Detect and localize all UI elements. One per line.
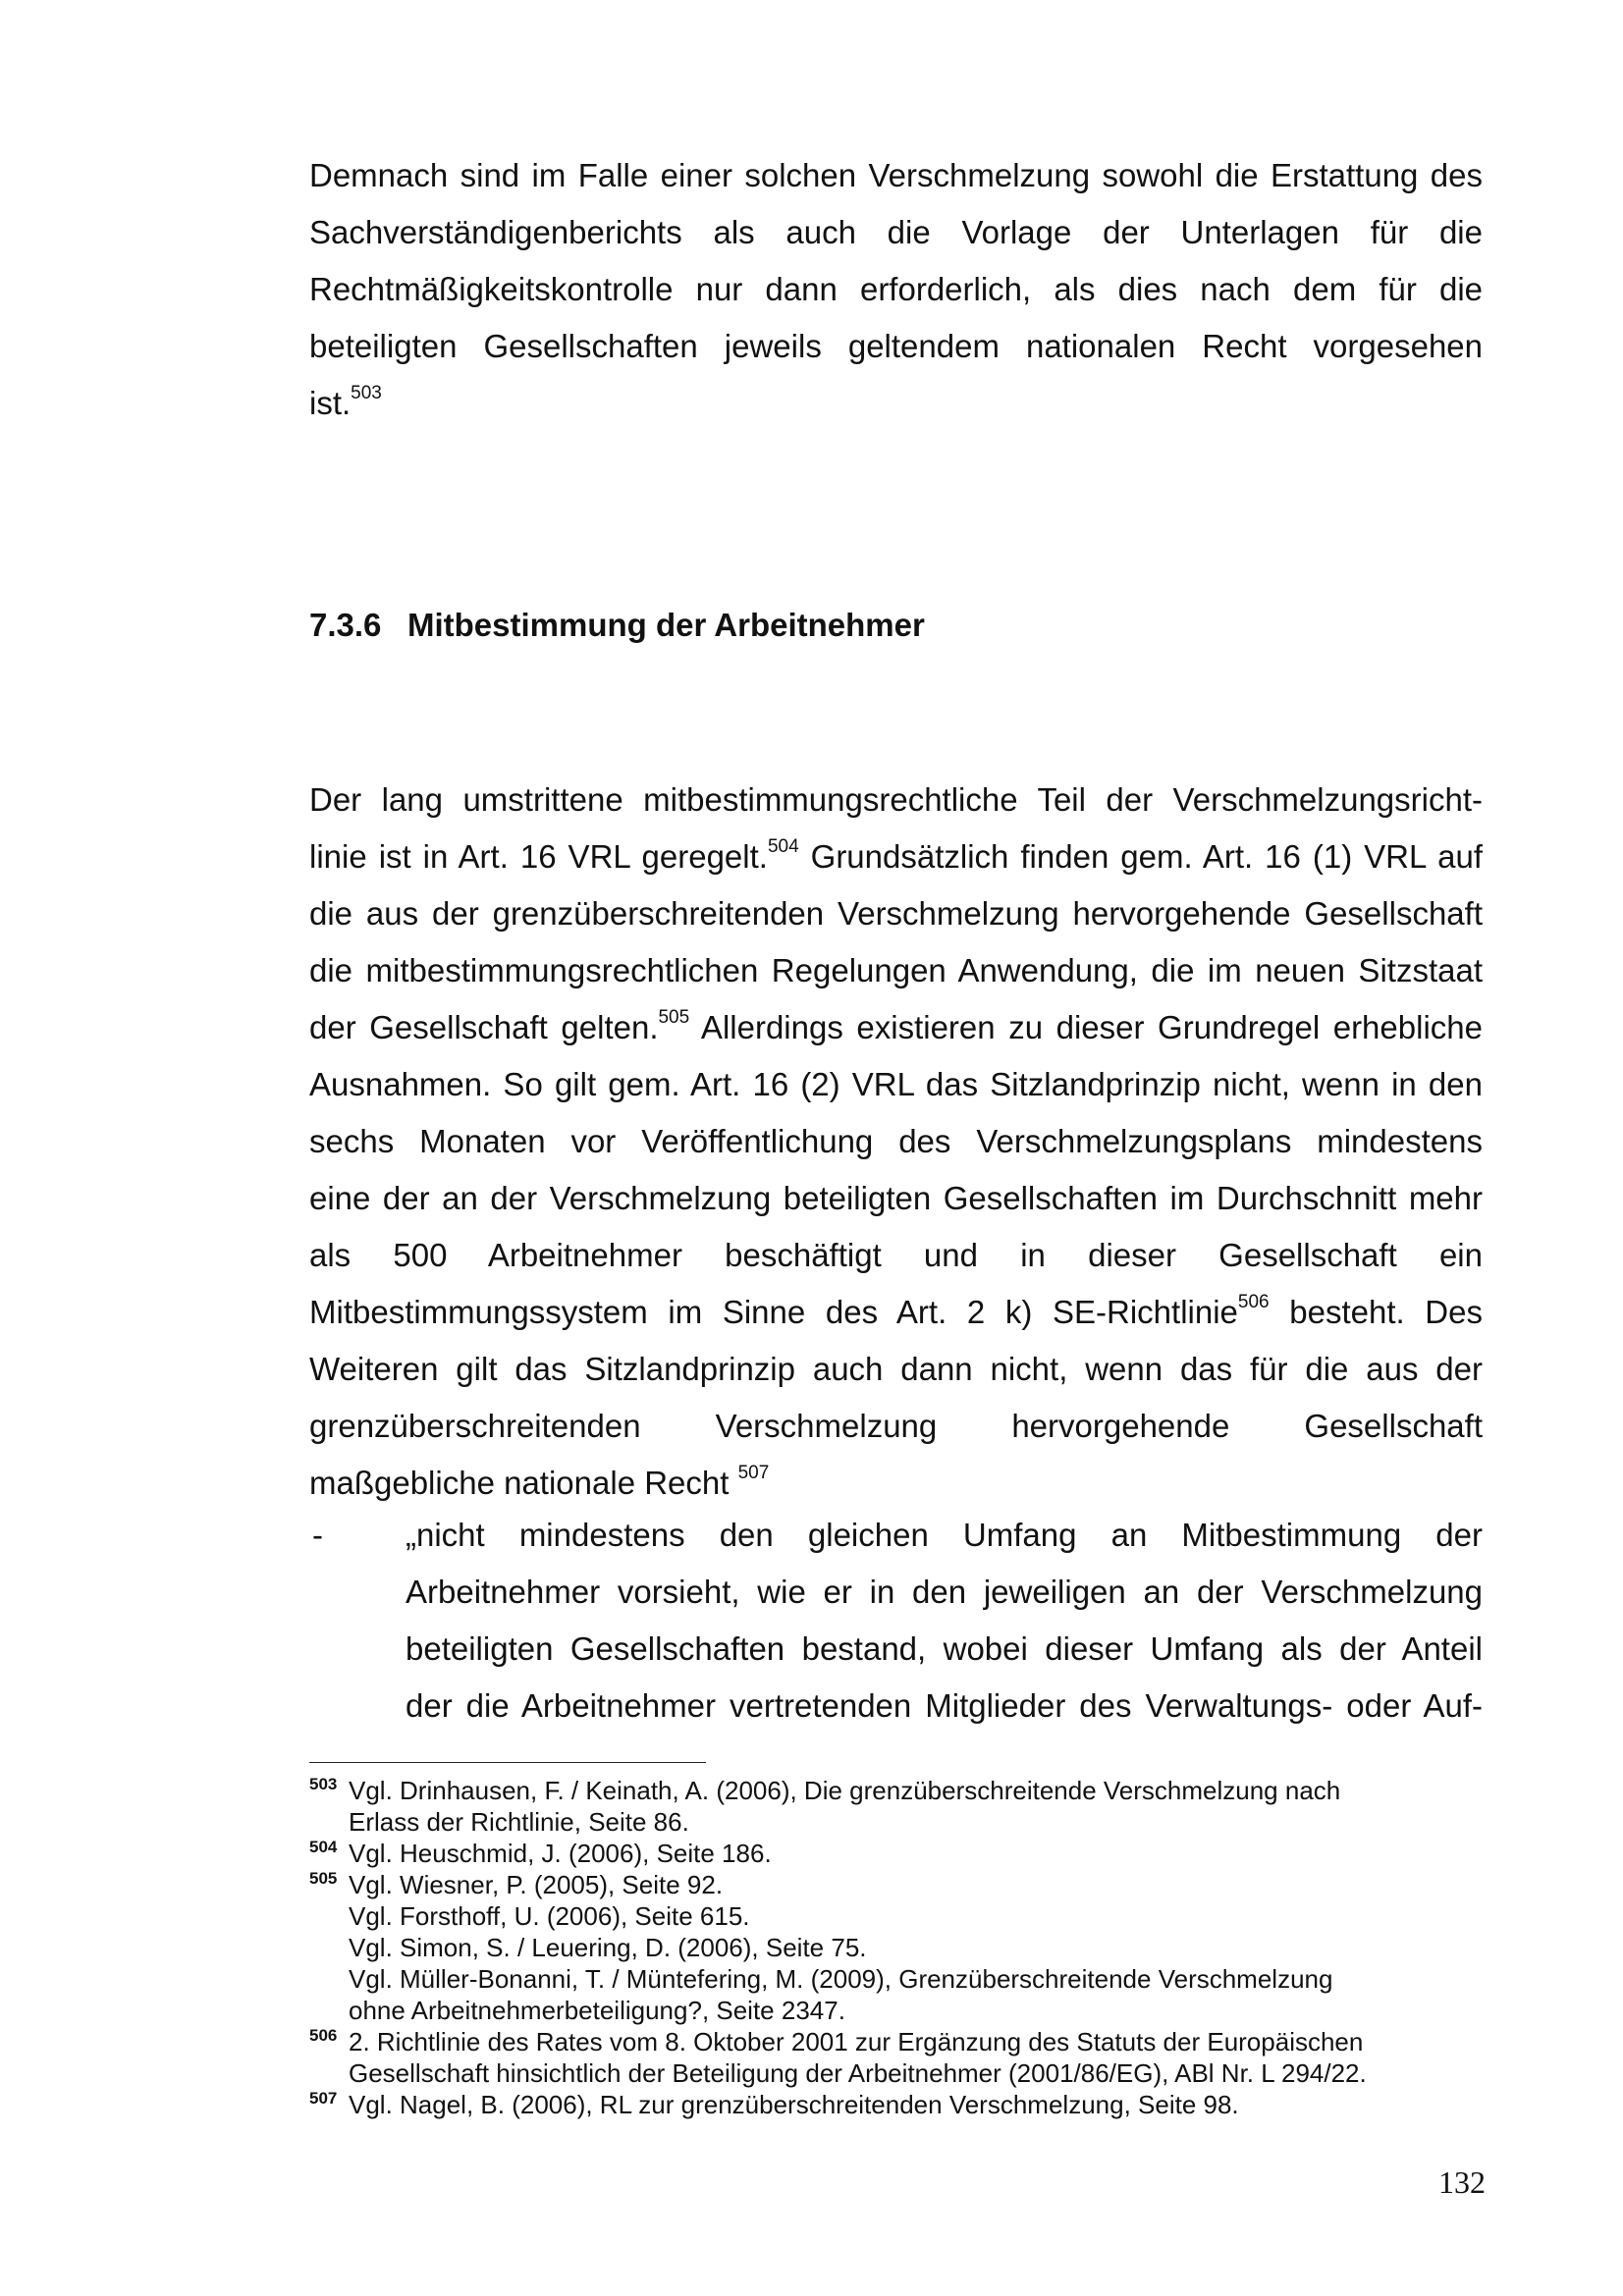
footnote-ref-504[interactable]: 504 bbox=[767, 836, 799, 857]
footnote-ref-507[interactable]: 507 bbox=[737, 1463, 770, 1483]
footnote-506 bbox=[309, 2026, 1488, 2089]
text-line-last bbox=[309, 375, 1483, 432]
footnote-503 bbox=[309, 1775, 1488, 1838]
footnote-line: Vgl. Nagel, B. (2006), RL zur grenzüberschreitenden Verschmelzung, Seite 98. bbox=[349, 2090, 1239, 2119]
text-line: die mitbestimmungsrechtlichen Regelungen Anwendung, die im neuen Sitzstaat bbox=[309, 952, 1483, 988]
section-number: 7.3.6 bbox=[309, 607, 382, 643]
text-line: Der lang umstrittene mitbestimmungsrechtliche Teil der Verschmelzungsricht- bbox=[309, 781, 1483, 818]
footnote-504 bbox=[309, 1838, 1488, 1869]
footnote-507 bbox=[309, 2089, 1488, 2120]
text-line: beteiligten Gesellschaften bestand, wobei dieser Umfang als der Anteil bbox=[406, 1630, 1483, 1667]
footnote-line: ohne Arbeitnehmerbeteiligung?, Seite 2347. bbox=[349, 1996, 845, 2025]
text-fragment: Mitbestimmungssystem im Sinne des Art. 2 k) SE-Richtlinie bbox=[309, 1294, 1238, 1330]
section-heading bbox=[309, 601, 925, 650]
footnote-number: 504 bbox=[309, 1838, 338, 1856]
footnote-line: 2. Richtlinie des Rates vom 8. Oktober 2001 zur Ergänzung des Statuts der Europäischen bbox=[349, 2027, 1364, 2056]
section-title: Mitbestimmung der Arbeitnehmer bbox=[407, 607, 925, 643]
footnote-line: Vgl. Müller-Bonanni, T. / Müntefering, M. (2009), Grenzüberschreitende Verschmelzung bbox=[349, 1964, 1333, 1994]
footnote-ref-503[interactable]: 503 bbox=[351, 383, 382, 403]
footnote-number: 507 bbox=[309, 2089, 338, 2108]
text-line bbox=[309, 828, 1483, 885]
text-line: der die Arbeitnehmer vertretenden Mitglieder des Verwaltungs- oder Auf- bbox=[406, 1687, 1483, 1724]
text-line: „nicht mindestens den gleichen Umfang an Mitbestimmung der bbox=[406, 1517, 1483, 1553]
footnote-ref-505[interactable]: 505 bbox=[658, 1007, 690, 1028]
text-fragment: Grundsätzlich finden gem. Art. 16 (1) VRL auf bbox=[798, 838, 1484, 875]
text-fragment: maßgebliche nationale Recht bbox=[309, 1465, 738, 1501]
footnote-number: 505 bbox=[309, 1869, 338, 1888]
text-fragment: der Gesellschaft gelten. bbox=[309, 1009, 659, 1045]
footnote-line: Vgl. Drinhausen, F. / Keinath, A. (2006), Die grenzüberschreitende Verschmelzung nach bbox=[349, 1776, 1341, 1805]
text-line: beteiligten Gesellschaften jeweils geltendem nationalen Recht vorgesehen bbox=[309, 328, 1483, 364]
text-line: sechs Monaten vor Veröffentlichung des Verschmelzungsplans mindestens bbox=[309, 1123, 1483, 1159]
page-number: 132 bbox=[1438, 2164, 1486, 2200]
paragraph-2 bbox=[309, 772, 1483, 1512]
footnote-ref-506[interactable]: 506 bbox=[1237, 1292, 1270, 1312]
text-fragment: Allerdings existieren zu dieser Grundregel erhebliche bbox=[689, 1009, 1483, 1045]
text-line bbox=[309, 999, 1483, 1056]
text-fragment: besteht. Des bbox=[1269, 1294, 1483, 1330]
text-fragment: linie ist in Art. 16 VRL geregelt. bbox=[309, 838, 768, 875]
text-line bbox=[309, 1284, 1483, 1341]
bullet-item bbox=[406, 1507, 1483, 1735]
bullet-dash: - bbox=[312, 1517, 323, 1553]
text-line: die aus der grenzüberschreitenden Verschmelzung hervorgehende Gesellschaft bbox=[309, 895, 1483, 932]
footnote-separator bbox=[309, 1762, 706, 1763]
footnote-number: 506 bbox=[309, 2026, 338, 2045]
text-line: Rechtmäßigkeitskontrolle nur dann erforderlich, als dies nach dem für die bbox=[309, 271, 1483, 307]
footnote-line: Gesellschaft hinsichtlich der Beteiligung der Arbeitnehmer (2001/86/EG), ABl Nr. L 294/22. bbox=[349, 2058, 1367, 2088]
text-line-last bbox=[309, 1455, 1483, 1512]
footnotes bbox=[309, 1775, 1488, 2120]
text-line: als 500 Arbeitnehmer beschäftigt und in dieser Gesellschaft ein bbox=[309, 1237, 1483, 1273]
text-fragment: ist. bbox=[309, 385, 352, 421]
footnote-line: Vgl. Forsthoff, U. (2006), Seite 615. bbox=[349, 1901, 750, 1931]
footnote-line: Vgl. Wiesner, P. (2005), Seite 92. bbox=[349, 1870, 724, 1899]
footnote-line: Vgl. Heuschmid, J. (2006), Seite 186. bbox=[349, 1839, 772, 1868]
text-line: eine der an der Verschmelzung beteiligten Gesellschaften im Durchschnitt mehr bbox=[309, 1180, 1483, 1216]
footnote-line: Vgl. Simon, S. / Leuering, D. (2006), Seite 75. bbox=[349, 1933, 867, 1962]
footnote-505 bbox=[309, 1869, 1488, 2026]
footnote-line: Erlass der Richtlinie, Seite 86. bbox=[349, 1807, 689, 1837]
text-line: Sachverständigenberichts als auch die Vorlage der Unterlagen für die bbox=[309, 214, 1483, 250]
text-line: Weiteren gilt das Sitzlandprinzip auch dann nicht, wenn das für die aus der bbox=[309, 1351, 1483, 1387]
text-line: Demnach sind im Falle einer solchen Verschmelzung sowohl die Erstattung des bbox=[309, 157, 1483, 193]
paragraph-1 bbox=[309, 147, 1483, 432]
text-line: grenzüberschreitenden Verschmelzung hervorgehende Gesellschaft bbox=[309, 1408, 1483, 1444]
footnote-number: 503 bbox=[309, 1775, 338, 1793]
text-line: Ausnahmen. So gilt gem. Art. 16 (2) VRL das Sitzlandprinzip nicht, wenn in den bbox=[309, 1066, 1483, 1102]
text-line: Arbeitnehmer vorsieht, wie er in den jeweiligen an der Verschmelzung bbox=[406, 1574, 1483, 1610]
